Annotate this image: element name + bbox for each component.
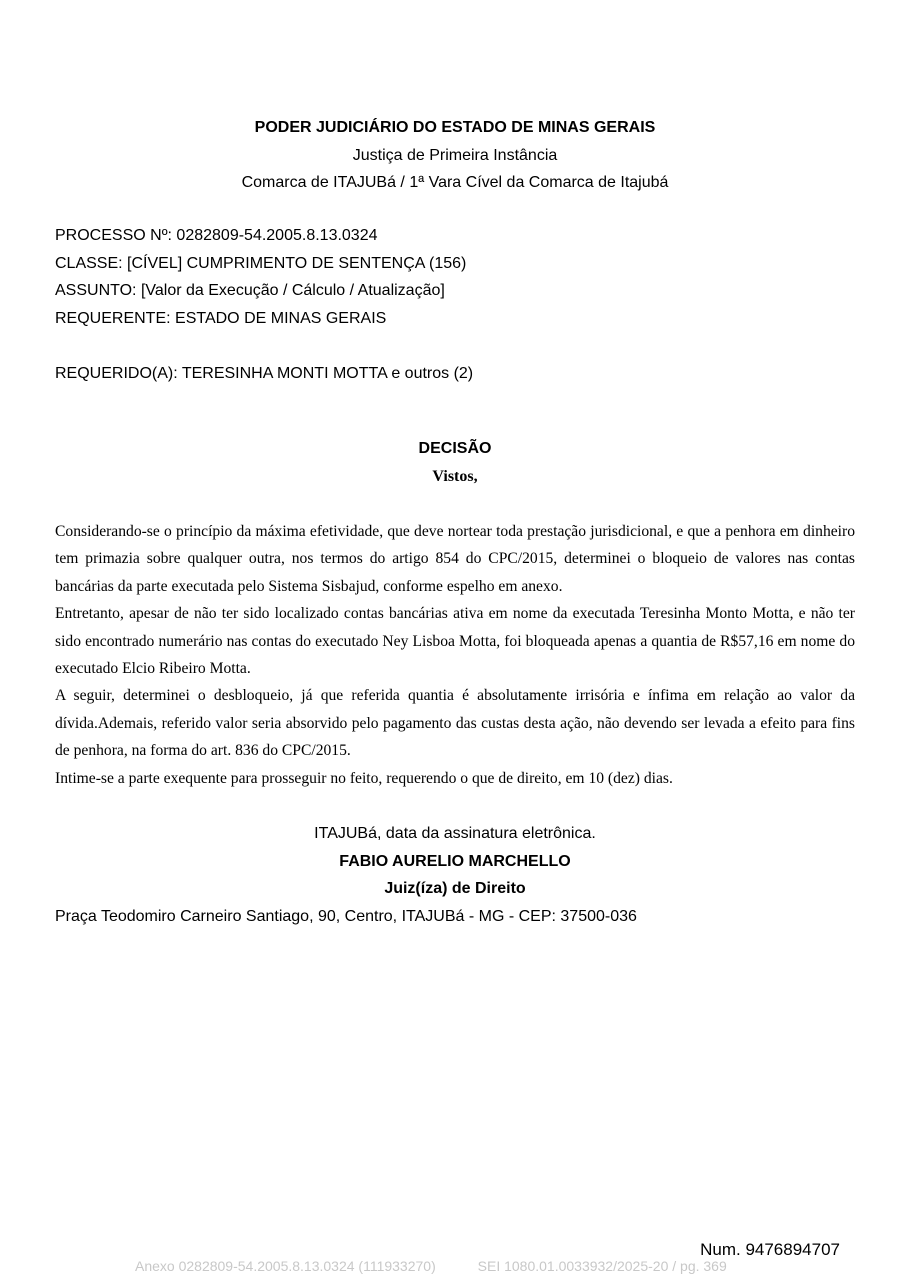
court-district: Comarca de ITAJUBá / 1ª Vara Cível da Comarca de Itajubá <box>241 174 669 191</box>
judge-name: FABIO AURELIO MARCHELLO <box>339 853 571 870</box>
process-subject: ASSUNTO: [Valor da Execução / Cálculo / Atualização] <box>55 282 445 299</box>
court-address: Praça Teodomiro Carneiro Santiago, 90, Centro, ITAJUBá - MG - CEP: 37500-036 <box>55 908 637 925</box>
decision-greeting: Vistos, <box>432 468 478 485</box>
decision-paragraph: Intime-se a parte exequente para prosseguir no feito, requerendo o que de direito, em 10 (dez) dias. <box>55 769 673 787</box>
decision-heading: DECISÃO <box>418 440 492 457</box>
process-number: PROCESSO Nº: 0282809-54.2005.8.13.0324 <box>55 227 378 244</box>
decision-body <box>55 518 855 792</box>
decision-paragraph: Entretanto, apesar de não ter sido localizado contas bancárias ativa em nome da executada Teresinha Monto Motta, e não ter sido encontrado numerário nas contas do executado Ney Lisboa Motta, foi bloqueada apenas a quantia de R$57,16 em nome do executado Elcio Ribeiro Motta. <box>55 605 855 678</box>
footer-sei-ref: SEI 1080.01.0033932/2025-20 / pg. 369 <box>477 1258 727 1274</box>
signature-place: ITAJUBá, data da assinatura eletrônica. <box>314 825 596 842</box>
process-defendant: REQUERIDO(A): TERESINHA MONTI MOTTA e outros (2) <box>55 365 474 382</box>
process-plaintiff: REQUERENTE: ESTADO DE MINAS GERAIS <box>55 310 387 327</box>
process-class: CLASSE: [CÍVEL] CUMPRIMENTO DE SENTENÇA (156) <box>55 255 467 272</box>
decision-paragraph: Considerando-se o princípio da máxima efetividade, que deve nortear toda prestação jurisdicional, e que a penhora em dinheiro tem primazia sobre qualquer outra, nos termos do artigo 854 do CPC/2015, determinei o bloqueio de valores nas contas bancárias da parte executada pelo Sistema Sisbajud, conforme espelho em anexo. <box>55 523 855 595</box>
court-instance: Justiça de Primeira Instância <box>352 147 558 164</box>
document-number: Num. 9476894707 <box>700 1240 840 1259</box>
footer-watermark <box>135 1257 727 1275</box>
footer-annex: Anexo 0282809-54.2005.8.13.0324 (111933270) <box>135 1258 436 1274</box>
court-title: PODER JUDICIÁRIO DO ESTADO DE MINAS GERAIS <box>254 119 656 136</box>
judge-role: Juiz(íza) de Direito <box>384 880 526 897</box>
decision-paragraph: A seguir, determinei o desbloqueio, já que referida quantia é absolutamente irrisória e ínfima em relação ao valor da dívida.Ademais, referido valor seria absorvido pelo pagamento das custas desta ação, não devendo ser levada a efeito para fins de penhora, na forma do art. 836 do CPC/2015. <box>55 687 855 760</box>
